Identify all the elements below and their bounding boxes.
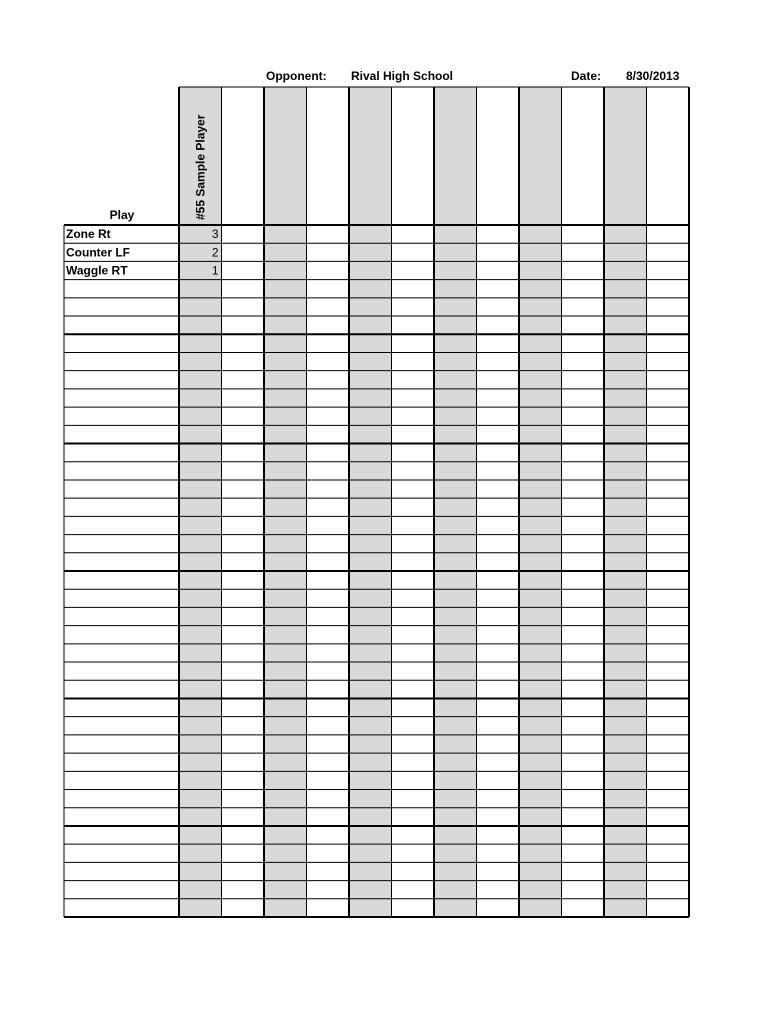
shaded-columns	[179, 87, 647, 917]
shaded-column-10	[604, 87, 647, 917]
shaded-column-4	[349, 87, 392, 917]
play-count: 2	[211, 245, 219, 260]
opponent-value: Rival High School	[351, 69, 454, 83]
play-column-header: Play	[109, 208, 135, 222]
play-count: 3	[211, 227, 219, 242]
player-column-header: #55 Sample Player	[193, 114, 208, 220]
date-value: 8/30/2013	[626, 69, 680, 83]
play-name: Zone Rt	[66, 227, 111, 242]
shaded-column-6	[434, 87, 477, 917]
play-name: Counter LF	[66, 245, 130, 260]
shaded-column-2	[264, 87, 307, 917]
play-count: 1	[211, 263, 219, 278]
opponent-label: Opponent:	[266, 69, 327, 83]
shaded-column-8	[519, 87, 562, 917]
play-name: Waggle RT	[66, 263, 128, 278]
date-label: Date:	[571, 69, 602, 83]
